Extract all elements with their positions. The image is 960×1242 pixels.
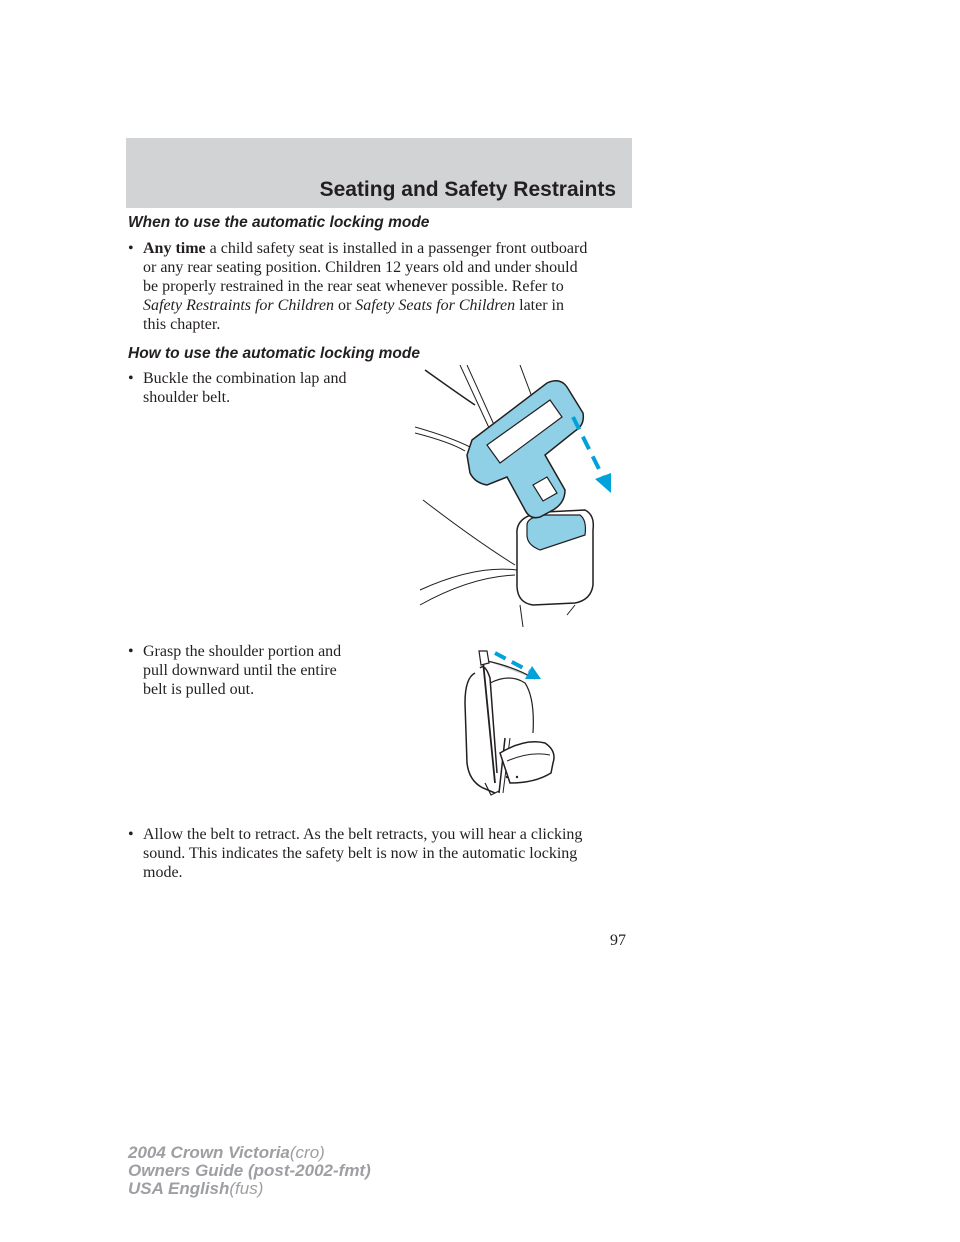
bullet-dot: • [128,240,134,257]
text-line: pull downward until the entire [143,662,337,679]
bullet-dot: • [128,826,134,843]
bullet-text [143,369,347,407]
text-line: Allow the belt to retract. As the belt retracts, you will hear a clicking [143,826,583,843]
text-line: mode. [143,864,183,881]
footer-language: USA English [128,1179,230,1198]
footer-line [128,1144,371,1162]
text-line: shoulder belt. [143,389,231,406]
text-line: sound. This indicates the safety belt is now in the automatic locking [143,845,578,862]
section-title: Seating and Safety Restraints [319,178,616,201]
text-or: or [337,297,352,314]
reference-safety-seats-for-children: Safety Seats for Children [355,297,516,314]
footer-line: Owners Guide (post-2002-fmt) [128,1161,371,1180]
bullet-text [143,825,582,882]
text-line: a child safety seat is installed in a passenger front outboard [209,240,588,257]
text-later-in: later in [519,297,564,314]
footer-model-code: (cro) [289,1143,325,1162]
footer-language-code: (fus) [229,1179,264,1198]
reference-safety-restraints-for-children: Safety Restraints for Children [143,297,334,314]
seat-shoulder-belt-illustration [455,643,560,803]
heading-when-to-use: When to use the automatic locking mode [128,214,430,231]
footer-line [128,1180,371,1198]
bullet-dot: • [128,643,134,660]
text-line: Buckle the combination lap and [143,370,347,387]
section-header-band [126,138,632,208]
footer-model: 2004 Crown Victoria [128,1143,290,1162]
text-line: this chapter. [143,316,221,333]
text-line: belt is pulled out. [143,681,255,698]
text-line: or any rear seating position. Children 12 years old and under should [143,259,578,276]
bullet-text [143,239,587,334]
bullet-dot: • [128,370,134,387]
text-line: be properly restrained in the rear seat whenever possible. Refer to [143,278,564,295]
page-number: 97 [610,932,626,949]
text-line: Grasp the shoulder portion and [143,643,342,660]
seatbelt-buckle-illustration [415,365,620,635]
document-footer [128,1144,371,1198]
heading-how-to-use: How to use the automatic locking mode [128,345,420,362]
bullet-text [143,642,341,699]
any-time-lead: Any time [143,240,206,257]
